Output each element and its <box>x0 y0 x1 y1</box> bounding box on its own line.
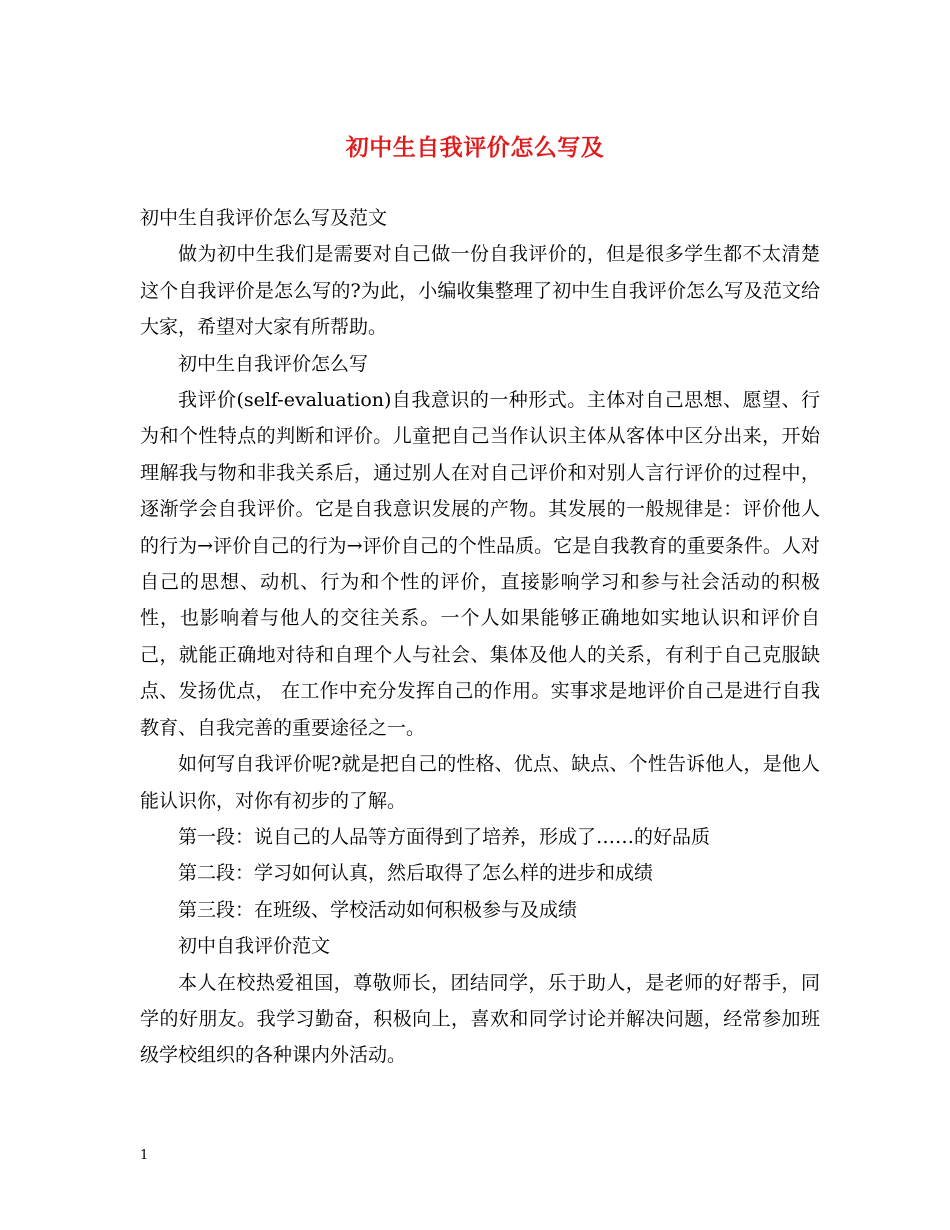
step-one-paragraph: 第一段：说自己的人品等方面得到了培养，形成了……的好品质 <box>178 825 711 848</box>
step-two-paragraph: 第二段：学习如何认真，然后取得了怎么样的进步和成绩 <box>178 862 654 885</box>
step-three-paragraph: 第三段：在班级、学校活动如何积极参与及成绩 <box>178 898 578 921</box>
document-title: 初中生自我评价怎么写及 <box>345 134 605 161</box>
how-to-paragraph: 如何写自我评价呢?就是把自己的性格、优点、缺点、个性告诉他人，是他人能认识你，对你有初步的了解。 <box>140 753 820 812</box>
definition-paragraph: 我评价(self-evaluation)自我意识的一种形式。主体对自己思想、愿望、行为和个性特点的判断和评价。儿童把自己当作认识主体从客体中区分出来，开始理解我与物和非我关系后，通过别人在对自己评价和对别人言行评价的过程中，逐渐学会自我评价。它是自我意识发展的产物。其发展的一般规律是：评价他人的行为→评价自己的行为→评价自己的个性品质。它是自我教育的重要条件。人对自己的思想、动机、行为和个性的评价，直接影响学习和参与社会活动的积极性，也影响着与他人的交往关系。一个人如果能够正确地如实地认识和评价自己，就能正确地对待和自理个人与社会、集体及他人的关系，有利于自己克服缺点、发扬优点， 在工作中充分发挥自己的作用。实事求是地评价自己是进行自我教育、自我完善的重要途径之一。 <box>140 389 820 739</box>
page-number: 1 <box>140 1148 149 1163</box>
section-heading: 初中生自我评价怎么写及范文 <box>140 207 388 229</box>
intro-paragraph: 做为初中生我们是需要对自己做一份自我评价的，但是很多学生都不太清楚这个自我评价是怎么写的?为此，小编收集整理了初中生自我评价怎么写及范文给大家，希望对大家有所帮助。 <box>140 243 820 339</box>
sample-paragraph: 本人在校热爱祖国，尊敬师长，团结同学，乐于助人，是老师的好帮手，同学的好朋友。我学习勤奋，积极向上，喜欢和同学讨论并解决问题，经常参加班级学校组织的各种课内外活动。 <box>140 971 820 1067</box>
subheading-sample: 初中自我评价范文 <box>178 935 331 958</box>
document-body <box>140 200 820 1074</box>
subheading-how-to-write: 初中生自我评价怎么写 <box>178 352 369 375</box>
